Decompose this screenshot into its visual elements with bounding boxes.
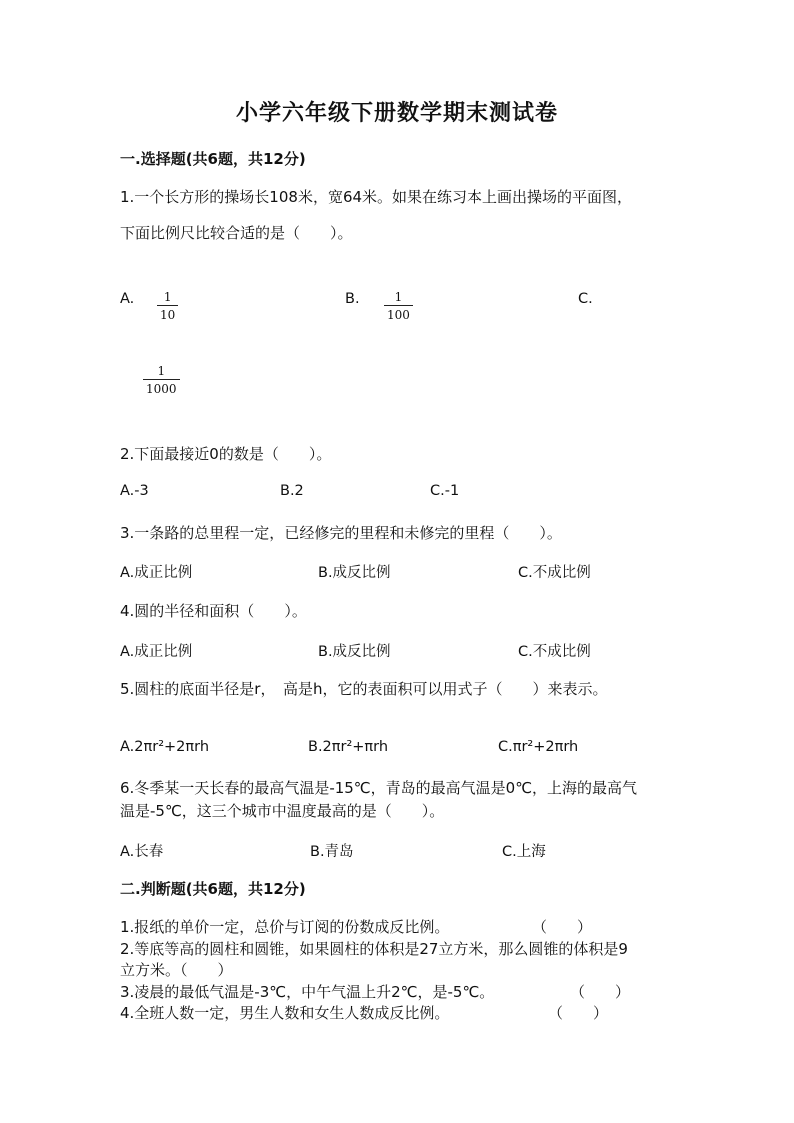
q2-option-b: B.2 — [280, 483, 304, 499]
fraction-numerator: 1 — [157, 364, 166, 378]
q5-option-c: C.πr²+2πrh — [498, 739, 579, 755]
q4-option-b: B.成反比例 — [318, 644, 391, 660]
judgement-1-text: 1.报纸的单价一定，总价与订阅的份数成反比例。 — [120, 918, 450, 936]
q5-option-a: A.2πr²+2πrh — [120, 739, 210, 755]
q4-option-a: A.成正比例 — [120, 644, 193, 660]
q3-option-c: C.不成比例 — [518, 565, 591, 581]
question-3-text: 3.一条路的总里程一定，已经修完的里程和未修完的里程（ ）。 — [120, 524, 562, 542]
question-4-text: 4.圆的半径和面积（ ）。 — [120, 602, 307, 620]
judgement-3-answer-paren: （ ） — [570, 983, 631, 1001]
q2-option-a: A.-3 — [120, 483, 149, 499]
fraction-denominator: 1000 — [146, 382, 177, 396]
q3-option-a: A.成正比例 — [120, 565, 193, 581]
q1-option-a-fraction — [157, 286, 178, 322]
q6-option-b: B.青岛 — [310, 844, 354, 860]
judgement-4-text: 4.全班人数一定，男生人数和女生人数成反比例。 — [120, 1004, 450, 1022]
question-5-text: 5.圆柱的底面半径是r， 高是h，它的表面积可以用式子（ ）来表示。 — [120, 680, 608, 698]
q1-option-c-label: C. — [578, 291, 593, 307]
q1-option-c-fraction — [143, 360, 180, 396]
q3-option-b: B.成反比例 — [318, 565, 391, 581]
q5-option-b: B.2πr²+πrh — [308, 739, 389, 755]
judgement-4-answer-paren: （ ） — [548, 1004, 609, 1022]
q6-option-a: A.长春 — [120, 844, 164, 860]
q1-option-b-fraction — [384, 286, 413, 322]
fraction-numerator: 1 — [163, 290, 172, 304]
question-1-line-1: 1.一个长方形的操场长108米，宽64米。如果在练习本上画出操场的平面图， — [120, 188, 633, 206]
judgement-2-line-2: 立方米。（ ） — [120, 961, 233, 979]
page-title: 小学六年级下册数学期末测试卷 — [235, 101, 558, 126]
fraction-numerator: 1 — [394, 290, 403, 304]
question-6-line-1: 6.冬季某一天长春的最高气温是-15℃，青岛的最高气温是0℃，上海的最高气 — [120, 779, 638, 797]
question-6-line-2: 温是-5℃，这三个城市中温度最高的是（ ）。 — [120, 802, 445, 820]
q2-option-c: C.-1 — [430, 483, 460, 499]
section-heading-judgement: 二.判断题(共6题，共12分) — [120, 880, 306, 898]
question-1-line-2: 下面比例尺比较合适的是（ ）。 — [120, 224, 353, 242]
q1-option-a-label: A. — [120, 291, 135, 307]
q1-option-b-label: B. — [345, 291, 360, 307]
judgement-2-line-1: 2.等底等高的圆柱和圆锥，如果圆柱的体积是27立方米，那么圆锥的体积是9 — [120, 940, 628, 958]
q4-option-c: C.不成比例 — [518, 644, 591, 660]
question-2-text: 2.下面最接近0的数是（ ）。 — [120, 445, 332, 463]
fraction-denominator: 10 — [160, 308, 176, 322]
section-heading-choice: 一.选择题(共6题，共12分) — [120, 150, 306, 168]
fraction-denominator: 100 — [387, 308, 410, 322]
q6-option-c: C.上海 — [502, 844, 546, 860]
judgement-3-text: 3.凌晨的最低气温是-3℃，中午气温上升2℃，是-5℃。 — [120, 983, 495, 1001]
judgement-1-answer-paren: （ ） — [532, 918, 593, 936]
